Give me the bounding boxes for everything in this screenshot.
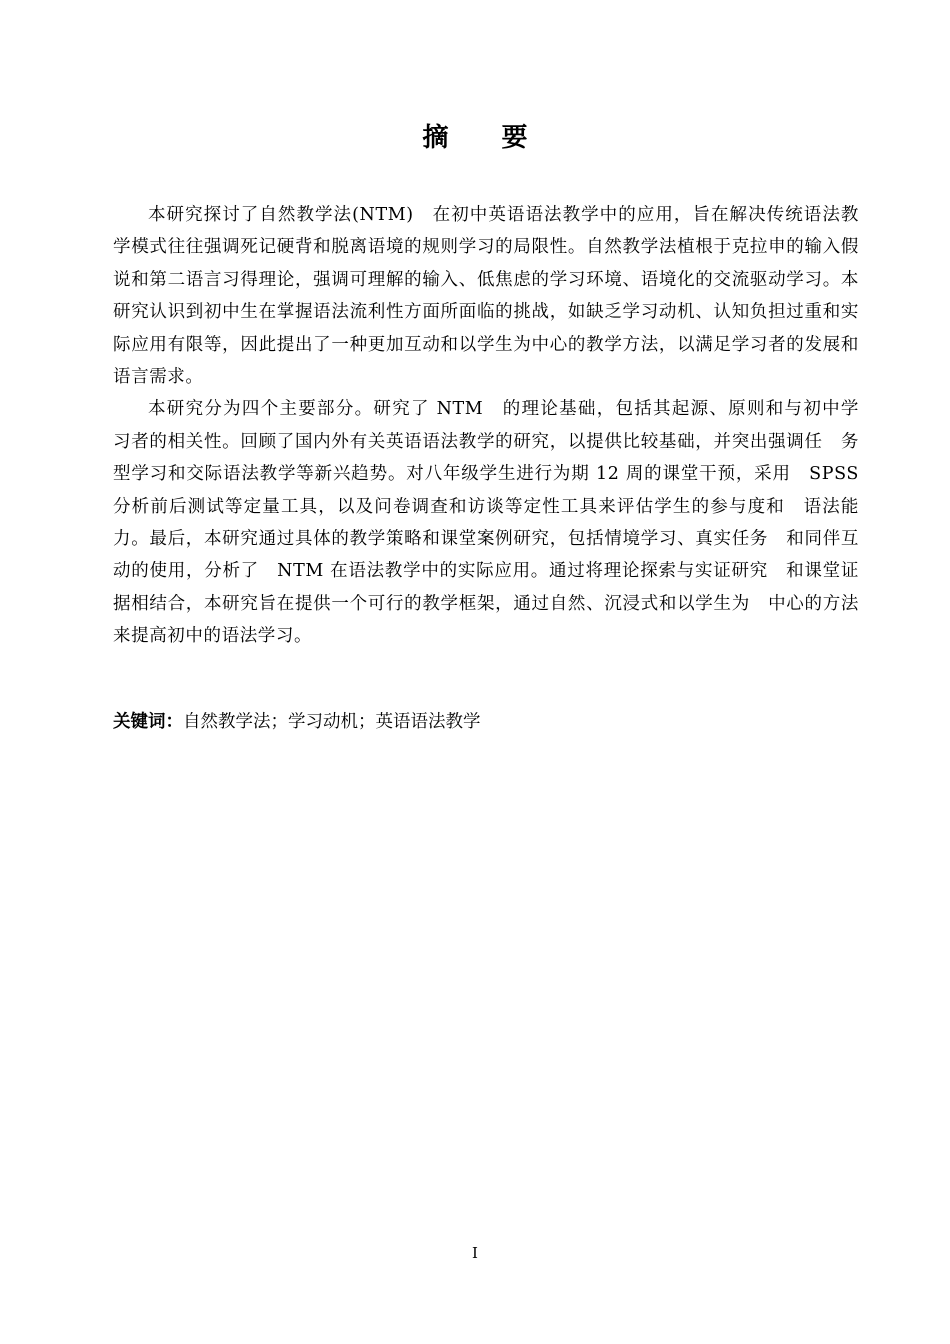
- keywords-line: [113, 706, 859, 738]
- abstract-paragraph-1: 本研究探讨了自然教学法(NTM) 在初中英语语法教学中的应用，旨在解决传统语法教学模式往往强调死记硬背和脱离语境的规则学习的局限性。自然教学法植根于克拉申的输入假说和第二语言习得理论，强调可理解的输入、低焦虑的学习环境、语境化的交流驱动学习。本研究认识到初中生在掌握语法流利性方面所面临的挑战，如缺乏学习动机、认知负担过重和实际应用有限等，因此提出了一种更加互动和以学生为中心的教学方法，以满足学习者的发展和语言需求。: [113, 205, 859, 388]
- keywords-label: 关键词：: [113, 712, 183, 732]
- page-title: 摘 要: [422, 123, 550, 153]
- page-number: I: [472, 1244, 478, 1262]
- abstract-body: [113, 199, 878, 653]
- keywords-text: 自然教学法；学习动机；英语语法教学: [183, 712, 481, 732]
- abstract-paragraph-2: 本研究分为四个主要部分。研究了 NTM 的理论基础，包括其起源、原则和与初中学 习者的相关性。回顾了国内外有关英语语法教学的研究，以提供比较基础，并突出强调任 务型学习和交际语法教学等新兴趋势。对八年级学生进行为期 12 周的课堂干预，采用 SPSS 分析前后测试等定量工具，以及问卷调查和访谈等定性工具来评估学生的参与度和 语法能力。最后，本研究通过具体的教学策略和课堂案例研究，包括情境学习、真实任务 和同伴互动的使用，分析了 NTM 在语法教学中的实际应用。通过将理论探索与实证研究 和课堂证据相结合，本研究旨在提供一个可行的教学框架，通过自然、沉浸式和以学生为 中心的方法来提高初中的语法学习。: [113, 399, 878, 647]
